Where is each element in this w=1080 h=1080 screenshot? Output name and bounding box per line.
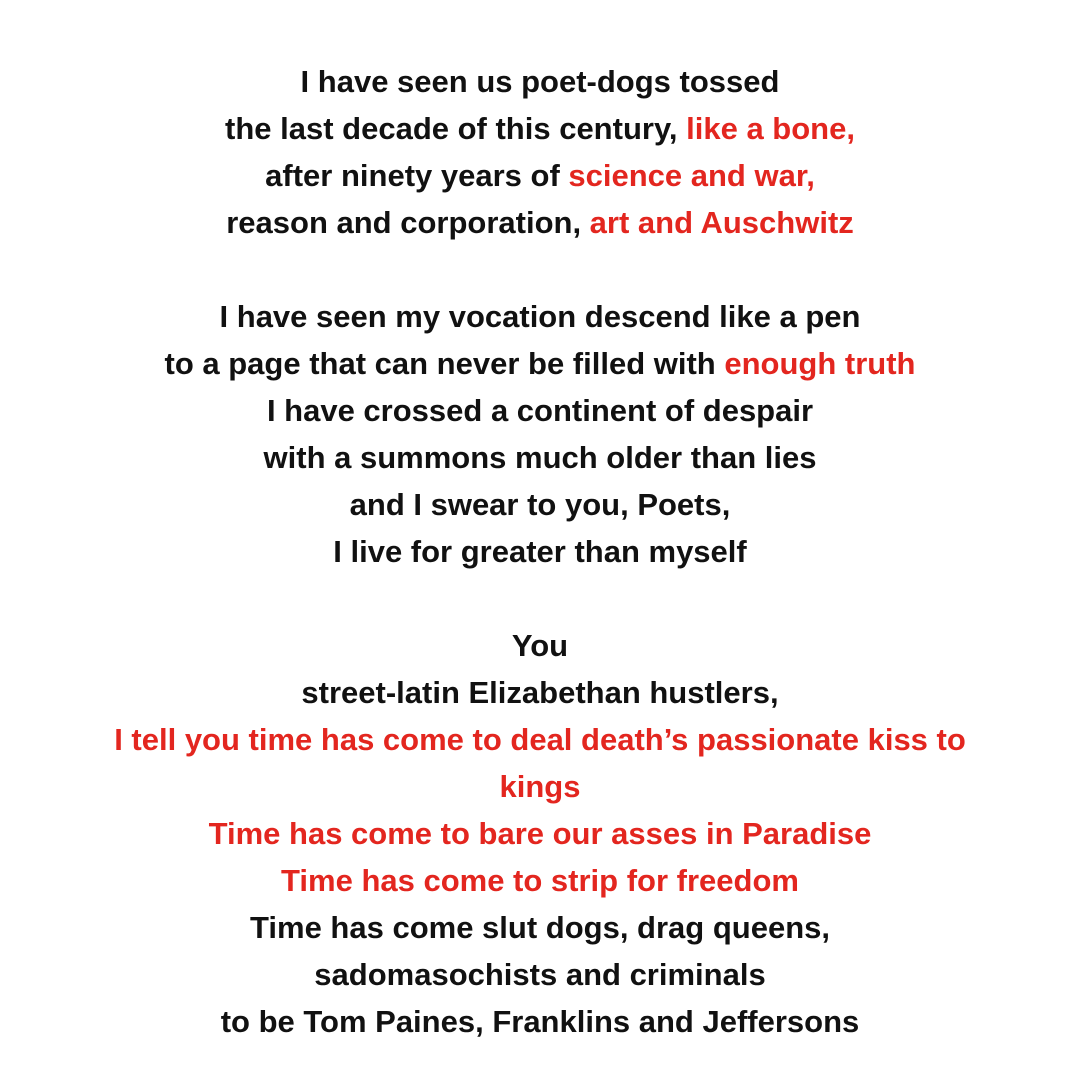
poem-line: I have crossed a continent of despair (266, 393, 814, 428)
highlighted-line: Time has come to strip for freedom (281, 863, 799, 898)
poem-line: You (511, 628, 569, 663)
poem-line: with a summons much older than lies (263, 440, 817, 475)
highlighted-line: I tell you time has come to deal death’s passionate kiss to (114, 722, 966, 757)
poem-line-text: the last decade of this century, (225, 111, 687, 146)
stanza-1 (0, 58, 1080, 246)
highlighted-phrase: enough truth (724, 346, 916, 381)
stanza-break (0, 246, 1080, 293)
poem-line: and I swear to you, Poets, (349, 487, 731, 522)
poem-line (0, 199, 1080, 246)
poem-line-text: after ninety years of (265, 158, 569, 193)
highlighted-phrase: science and war, (568, 158, 815, 193)
stanza-2 (0, 293, 1080, 575)
poem-line: sadomasochists and criminals (314, 957, 766, 992)
highlighted-phrase: art and Auschwitz (589, 205, 854, 240)
poem-line-text: to a page that can never be filled with (164, 346, 725, 381)
poem-line (0, 152, 1080, 199)
poem-line: Time has come slut dogs, drag queens, (250, 910, 830, 945)
highlighted-line: Time has come to bare our asses in Paradise (208, 816, 872, 851)
poem-text (0, 58, 1080, 1045)
highlighted-line: kings (499, 769, 581, 804)
poem-line: I have seen us poet-dogs tossed (300, 64, 780, 99)
poem-line (0, 105, 1080, 152)
poem-line-text: reason and corporation, (226, 205, 590, 240)
stanza-3 (0, 622, 1080, 1045)
poem-line: street-latin Elizabethan hustlers, (301, 675, 779, 710)
poem-line: I have seen my vocation descend like a pen (219, 299, 861, 334)
poem-line: to be Tom Paines, Franklins and Jeffersons (220, 1004, 860, 1039)
poem-line: I live for greater than myself (333, 534, 747, 569)
highlighted-phrase: like a bone, (686, 111, 855, 146)
poem-line (0, 340, 1080, 387)
stanza-break (0, 575, 1080, 622)
